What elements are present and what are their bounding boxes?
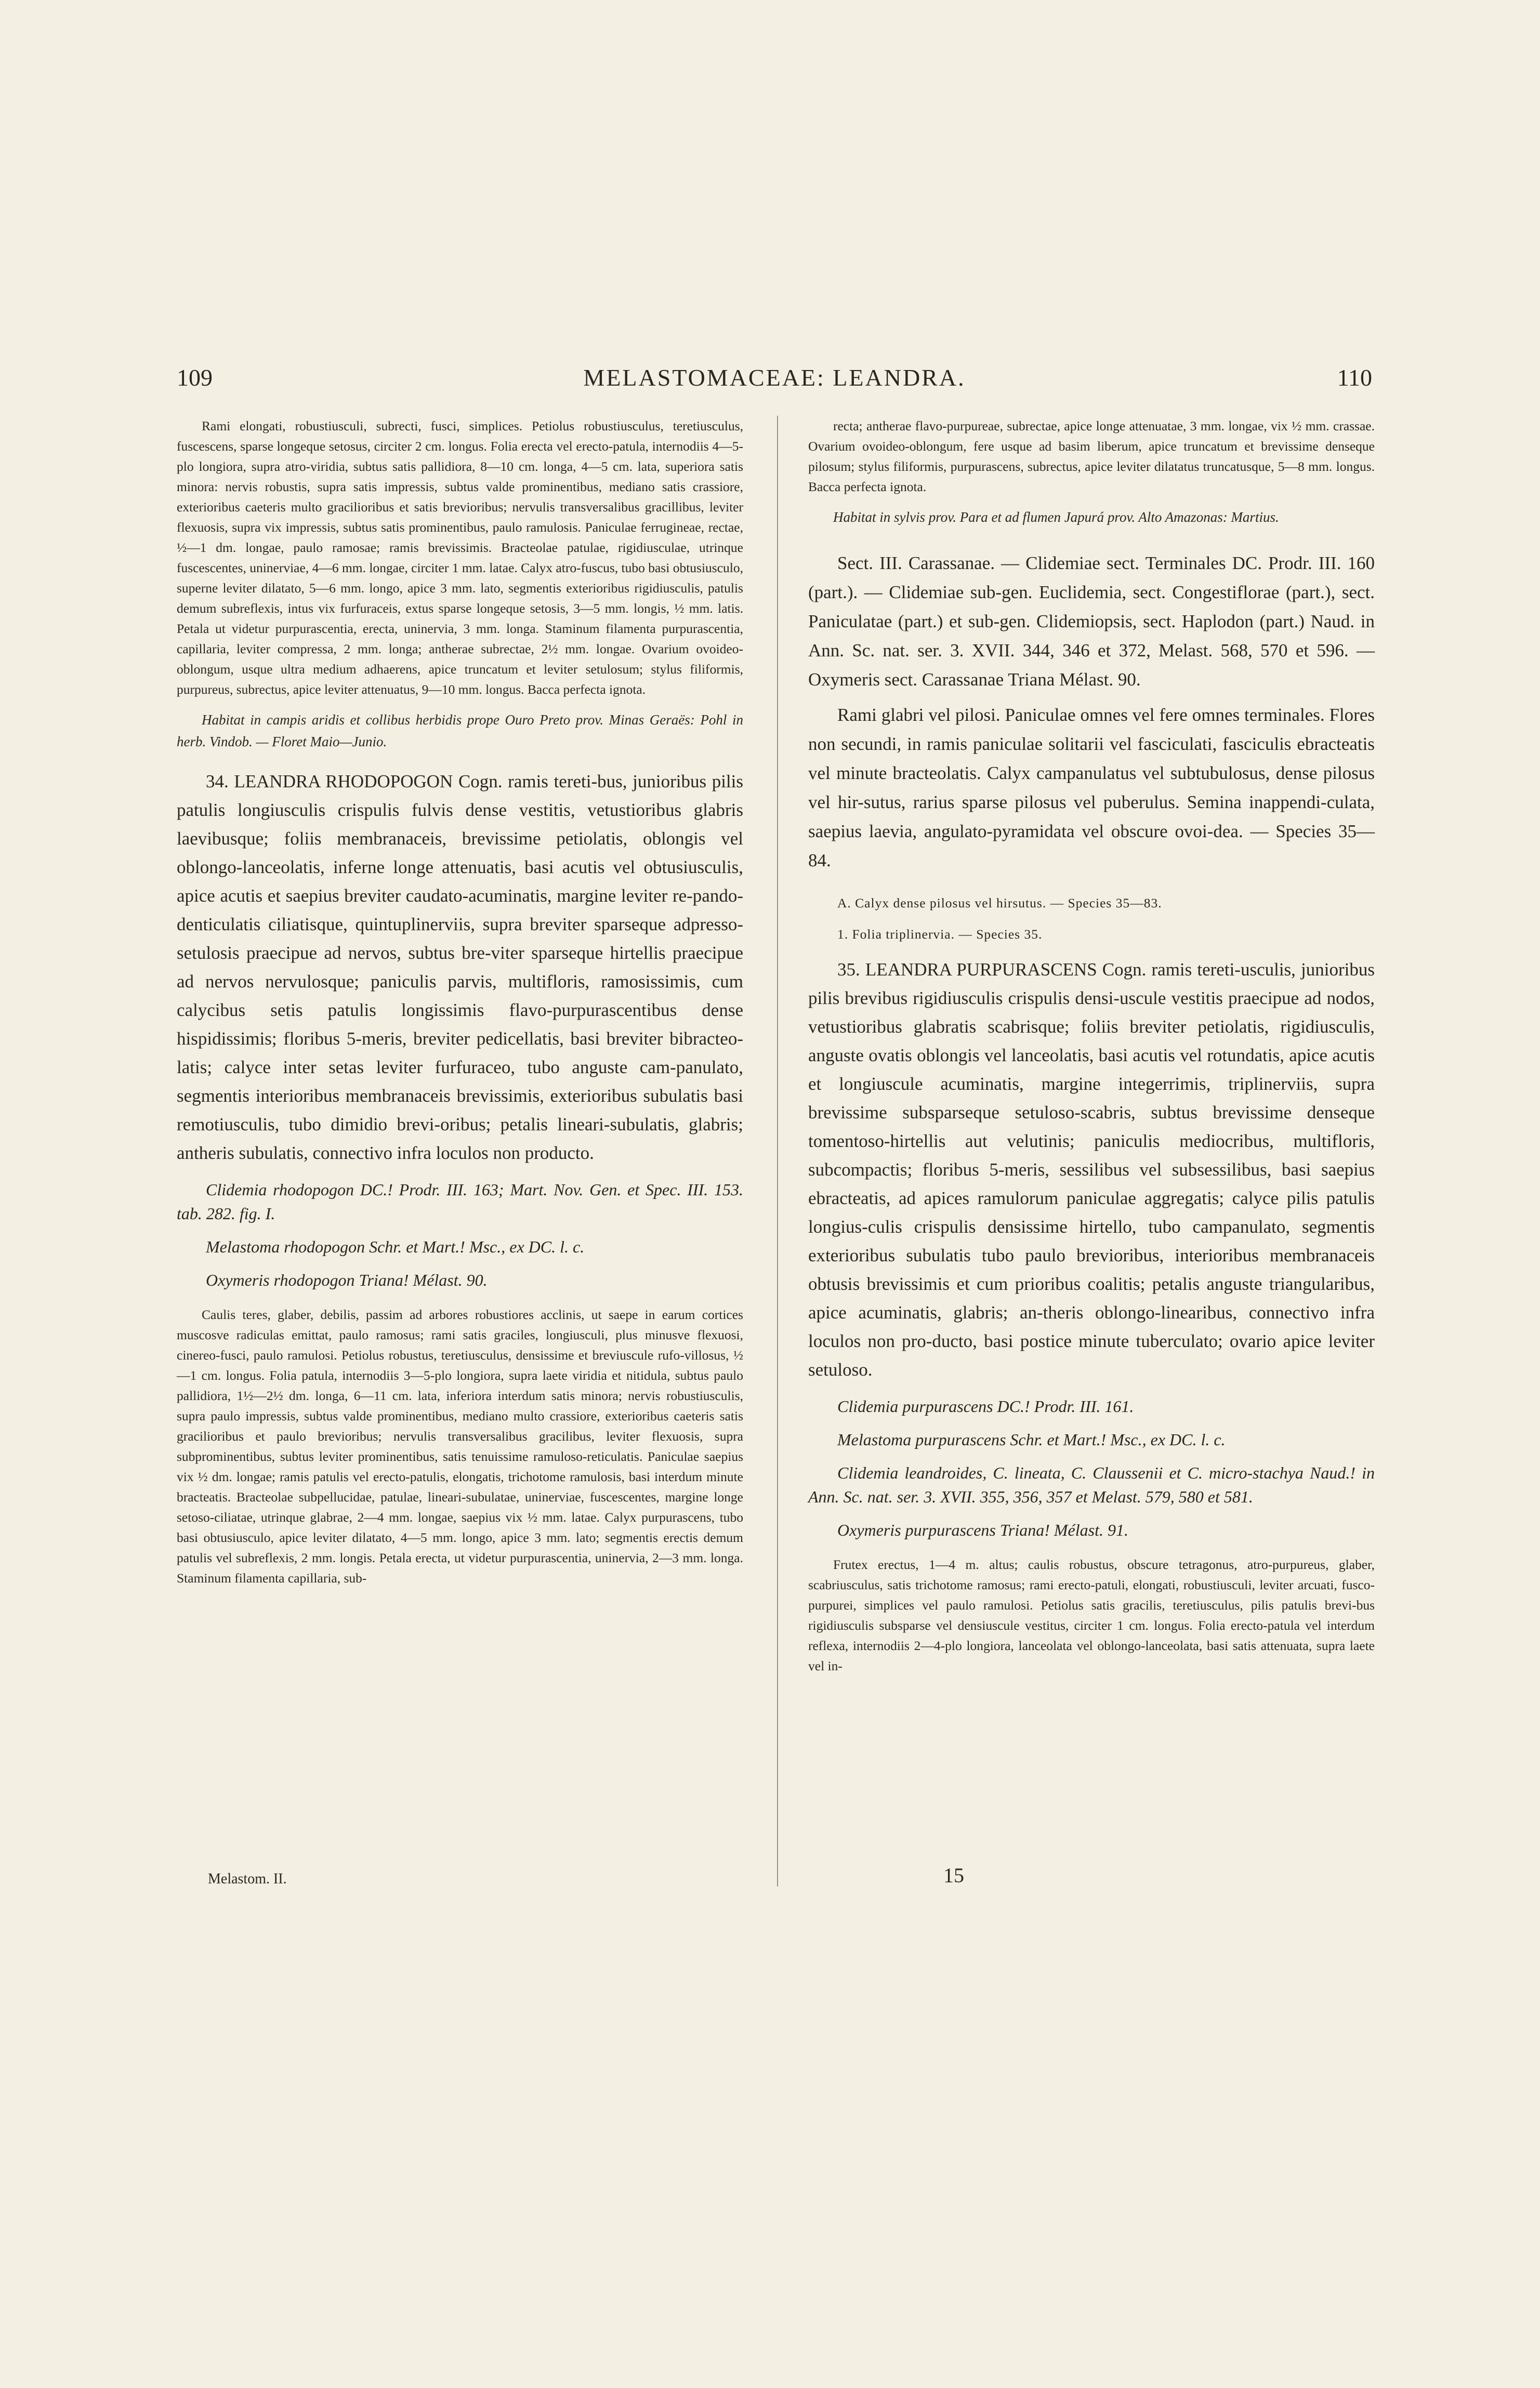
signature-mark-left: Melastom. II. xyxy=(208,1871,287,1887)
synonym-list xyxy=(808,1394,1375,1542)
signature-mark-right: 15 xyxy=(943,1864,964,1887)
synonym: Clidemia purpurascens DC.! Prodr. III. 161. xyxy=(837,1397,1134,1416)
species-34-description: Caulis teres, glaber, debilis, passim ad arbores robustiores acclinis, ut saepe in earum cortices muscosve radiculas emittat, paulo ramosus; rami satis graciles, longiusculi, plus minusve flexuosi, cinereo-fusci, paulo ramulosi. Petiolus robustus, teretiusculus, densissime et breviuscule rufo-villosus, ½—1 cm. longus. Folia patula, internodiis 3—5-plo longiora, supra laete viridia et nitidula, subtus paulo pallidiora, 1½—2½ dm. longa, 6—11 cm. lata, inferiora interdum satis minora; nervis robustiusculis, supra paulo impressis, subtus valde prominentibus, mediano multo crassiore, exterioribus caeteris satis gracilioribus et paulo brevioribus; nervulis transversalibus gracilibus, leviter flexuosis, supra subprominentibus, subtus leviter prominentibus, satis tenuissime ramuloso-reticulatis. Paniculae saepius vix ½ dm. longae; ramis patulis vel erecto-patulis, elongatis, trichotome ramulosis, basi interdum minute bracteatis. Bracteolae subpellucidae, patulae, lineari-subulatae, uninerviae, fuscescentes, margine longe setoso-ciliatae, utrinque glabrae, 2—4 mm. longae, saepius vix ½ mm. latae. Calyx purpurascens, tubo basi obtusiusculo, apice leviter dilatato, 4—5 mm. longo, apice 3 mm. lato; segmentis erectis demum patulis vel subreflexis, 2 mm. longis. Petala erecta, ut videtur purpurascentia, uninervia, 2—3 mm. longa. Staminum filamenta capillaria, sub- xyxy=(177,1307,743,1586)
section-heading: Sect. III. Carassanae. — Clidemiae sect. Terminales DC. Prodr. III. 160 (part.). — Clidemiae sub-gen. Euclidemia, sect. Congestiflorae (part.), sect. Paniculatae (part.) et sub-gen. Clidemiopsis, sect. Haplodon (part.) Naud. in Ann. Sc. nat. ser. 3. XVII. 344, 346 et 372, Melast. 568, 570 et 596. — Oxymeris sect. Carassanae Triana Mélast. 90. xyxy=(808,553,1375,690)
key-entry: 1. Folia triplinervia. — Species 35. xyxy=(837,927,1043,942)
synonym: Melastoma rhodopogon Schr. et Mart.! Msc., ex DC. l. c. xyxy=(206,1237,585,1256)
section-description: Rami glabri vel pilosi. Paniculae omnes vel fere omnes terminales. Flores non secundi, in ramis paniculae solitarii vel fasciculati, fasciculis ebracteatis vel minute bracteolatis. Calyx campanulatus vel subtubulosus, dense pilosus vel hir-sutus, rarius sparse pilosus vel puberulus. Semina inappendi-culata, saepius laevia, angulato-pyramidata vel obscure ovoi-dea. — Species 35—84. xyxy=(808,705,1375,870)
synonym-list xyxy=(177,1178,743,1292)
synonym: Clidemia leandroides, C. lineata, C. Claussenii et C. micro-stachya Naud.! in Ann. Sc. nat. ser. 3. XVII. 355, 356, 357 et Melast. 579, 580 et 581. xyxy=(808,1463,1375,1506)
synonym: Oxymeris rhodopogon Triana! Mélast. 90. xyxy=(206,1271,488,1289)
synonym: Oxymeris purpurascens Triana! Mélast. 91. xyxy=(837,1521,1128,1539)
species-35-diagnosis: 35. LEANDRA PURPURASCENS Cogn. ramis tereti-usculis, junioribus pilis brevibus rigidiusculis crispulis densi-uscule vestitis praecipue ad nodos, vetustioribus glabratis scabrisque; foliis breviter petiolatis, rigidiusculis, anguste ovatis oblongis vel lanceolatis, basi acutis vel rotundatis, apice acutis et longiuscule acuminatis, margine integerrimis, triplinerviis, supra brevissime subsparseque setuloso-scabris, subtus brevissime denseque tomentoso-hirtellis aut velutinis; paniculis mediocribus, multifloris, subcompactis; floribus 5-meris, sessilibus vel subsessilibus, basi saepius ebracteatis, ad apices ramulorum paniculae aggregatis; calyce pilis patulis longius-culis crispulis densissime hirtello, tubo campanulato, segmentis exterioribus subulatis tubo paulo brevioribus, interioribus membranaceis obtusis brevissimis et cum prioribus coalitis; petalis anguste triangularibus, apice acuminatis, glabris; an-theris oblongo-linearibus, connectivo infra loculos non pro-ducto, basi postice minute tuberculato; ovario apice leviter setuloso. xyxy=(808,959,1375,1380)
description-continued: recta; antherae flavo-purpureae, subrectae, apice longe attenuatae, 3 mm. longae, vix ½ mm. crassae. Ovarium ovoideo-oblongum, fere usque ad basim liberum, apice truncatum et brevissime denseque pilosum; stylus filiformis, purpurascens, subrectus, apice leviter dilatatus truncatusque, 5—8 mm. longus. Bacca perfecta ignota. xyxy=(808,418,1375,494)
habitat-note: Habitat in campis aridis et collibus herbidis prope Ouro Preto prov. Minas Geraës: Pohl in herb. Vindob. — Floret Maio—Junio. xyxy=(177,712,743,749)
habitat-note: Habitat in sylvis prov. Para et ad flumen Japurá prov. Alto Amazonas: Martius. xyxy=(833,509,1279,525)
species-35-description: Frutex erectus, 1—4 m. altus; caulis robustus, obscure tetragonus, atro-purpureus, glaber, scabriusculus, satis trichotome ramosus; rami erecto-patuli, elongati, robustiusculi, leviter arcuati, fusco-purpurei, simplices vel paulo ramulosi. Petiolus satis gracilis, teretiusculus, pilis patulis brevi-bus rigidiusculis subsparse vel densiuscule vestitus, circiter 1 cm. longus. Folia erecto-patula vel interdum reflexa, internodiis 2—4-plo longiora, lanceolata vel oblongo-lanceolata, basi satis attenuata, supra laete vel in- xyxy=(808,1557,1375,1673)
column-divider xyxy=(777,416,778,1886)
synonym: Clidemia rhodopogon DC.! Prodr. III. 163; Mart. Nov. Gen. et Spec. III. 153. tab. 282. fig. I. xyxy=(177,1180,743,1223)
right-column xyxy=(808,416,1375,1683)
page-number-left: 109 xyxy=(177,364,213,391)
key-entry: A. Calyx dense pilosus vel hirsutus. — Species 35—83. xyxy=(837,895,1162,911)
page-number-right: 110 xyxy=(1337,364,1372,391)
species-34-diagnosis: 34. LEANDRA RHODOPOGON Cogn. ramis tereti-bus, junioribus pilis patulis longiusculis crispulis fulvis dense vestitis, vetustioribus glabris laevibusque; foliis membranaceis, brevissime petiolatis, oblongis vel oblongo-lanceolatis, inferne longe attenuatis, basi acutis vel obtusiusculis, apice acutis et saepius breviter caudato-acuminatis, margine leviter re-pando-denticulatis ciliatisque, quintuplinerviis, supra breviter sparseque adpresso-setulosis praecipue ad nervos, subtus bre-viter sparseque hirtellis praecipue ad nervos nervulosque; paniculis parvis, multifloris, ramosissimis, cum calycibus setis patulis longissimis flavo-purpurascentibus dense hispidissimis; floribus 5-meris, breviter pedicellatis, basi breviter bibracteo-latis; calyce inter setas leviter furfuraceo, tubo anguste cam-panulato, segmentis interioribus membranaceis brevissimis, exterioribus subulatis basi remotiusculis, tubo dimidio brevi-oribus; petalis lineari-subulatis, glabris; antheris subulatis, connectivo infra loculos non producto. xyxy=(177,771,743,1163)
running-head: MELASTOMACEAE: LEANDRA. xyxy=(583,364,966,391)
description-continued: Rami elongati, robustiusculi, subrecti, fusci, simplices. Petiolus robustiusculus, teretiusculus, fuscescens, sparse longeque setosus, circiter 2 cm. longus. Folia erecta vel erecto-patula, internodiis 4—5-plo longiora, supra atro-viridia, subtus satis pallidiora, 8—10 cm. longa, 4—5 cm. lata, superiora satis minora: nervis robustis, supra satis impressis, subtus valde prominentibus, mediano satis crassiore, exterioribus caeteris multo gracilioribus et satis brevioribus; nervulis transversalibus gracillibus, leviter flexuosis, supra vix impressis, subtus satis prominentibus, paulo ramulosis. Paniculae ferrugineae, rectae, ½—1 dm. longae, paulo ramosae; ramis brevissimis. Bracteolae patulae, rigidiusculae, utrinque fuscescentes, uninerviae, 4—6 mm. longae, circiter 1 mm. latae. Calyx atro-fuscus, tubo basi obtusiusculo, superne leviter dilatato, 5—6 mm. longo, apice 3 mm. lato, segmentis exterioribus rigidiusculis, patulis demum subreflexis, intus vix furfuraceis, extus sparse longeque setosis, 3—5 mm. longis, ½ mm. latis. Petala ut videtur purpurascentia, erecta, uninervia, 3 mm. longa. Staminum filamenta purpurascentia, capillaria, leviter compressa, 2 mm. longa; antherae subrectae, 2½ mm. longae. Ovarium ovoideo-oblongum, usque ultra medium adhaerens, apice truncatum et leviter setulosum; stylus filiformis, purpureus, subrectus, apice leviter attenuatus, 9—10 mm. longus. Bacca perfecta ignota. xyxy=(177,418,743,697)
page-header xyxy=(177,364,1372,405)
left-column xyxy=(177,416,743,1595)
synonym: Melastoma purpurascens Schr. et Mart.! Msc., ex DC. l. c. xyxy=(837,1430,1226,1449)
